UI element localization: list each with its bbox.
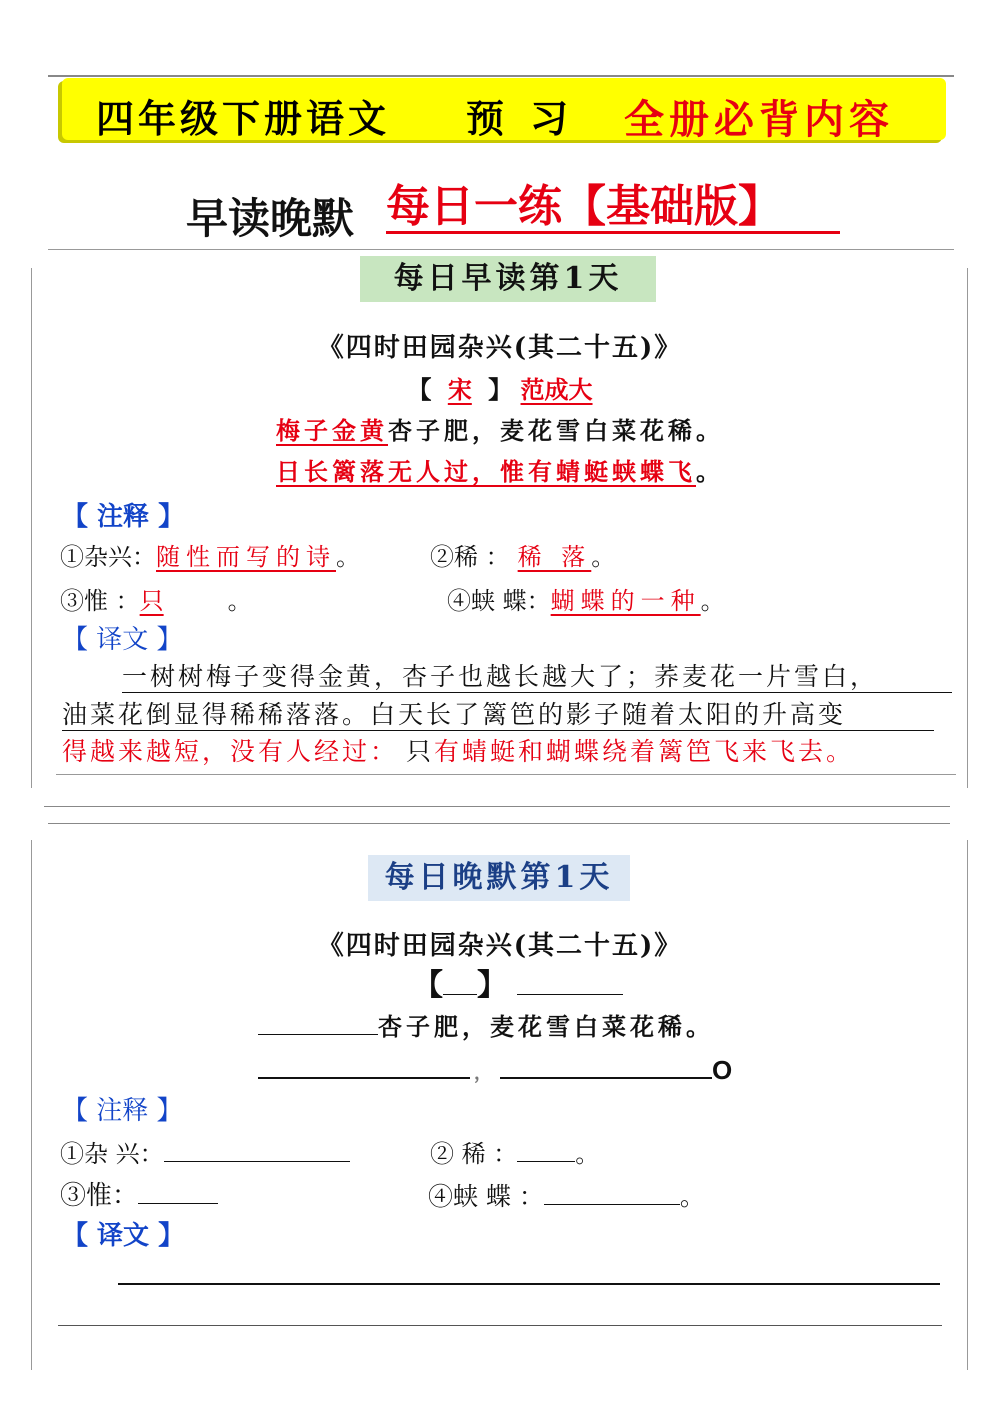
author-answer: 范成大	[520, 375, 593, 404]
dictation-box-right-border	[967, 840, 968, 1370]
note-1-answer: 随性而写的诗	[156, 543, 336, 571]
poem-line-1-answer: 梅子金黄	[276, 416, 388, 445]
poem-line-2-answer: 日长篱落无人过，惟有蜻蜓蛱蝶飞	[276, 457, 696, 486]
translation-line-3	[62, 737, 854, 767]
banner-preview-label: 预习	[466, 96, 595, 141]
translation-line-3-black: 只	[406, 737, 435, 766]
note-4-answer: 蝴蝶的一种	[550, 587, 701, 615]
dictation-note-1	[60, 1134, 350, 1169]
title-banner	[62, 78, 946, 143]
dictation-note-2-end: 。	[575, 1140, 600, 1168]
note-1-end: 。	[336, 543, 360, 571]
dictation-note-1-blank[interactable]	[164, 1161, 350, 1162]
note-3-end: 。	[227, 587, 252, 615]
dictation-note-1-label: ①杂 兴：	[60, 1140, 164, 1168]
dictation-note-2-label: ② 稀 ：	[430, 1140, 518, 1168]
note-4-end: 。	[700, 587, 725, 615]
section-divider-top	[44, 806, 950, 807]
dictation-poem-title: 《四时田园杂兴(其二十五)》	[317, 931, 683, 961]
line-2-end: O	[712, 1055, 733, 1085]
translation-line-3-red-a: 得越来越短，没有人经过：	[62, 737, 399, 766]
subtitle-morning-evening: 早读晚默	[186, 194, 355, 243]
dictation-bracket-close: 】	[477, 968, 507, 1003]
poem-line-1-text: 杏子肥，麦花雪白菜花稀。	[388, 416, 724, 445]
dictation-note-3-label: ③惟：	[60, 1181, 139, 1211]
section-divider-bottom	[48, 823, 950, 824]
dynasty-answer: 宋	[447, 375, 472, 404]
reading-note-1	[60, 537, 360, 572]
reading-note-4	[447, 581, 725, 616]
evening-dictation-day-label: 每日晚默第1天	[368, 855, 630, 901]
reading-note-2	[430, 537, 615, 572]
poem-line-2-blank-a[interactable]	[258, 1077, 470, 1079]
note-3-answer: 只	[139, 587, 164, 615]
dictation-note-4-end: 。	[679, 1182, 705, 1211]
note-3-label: ③惟 ：	[60, 587, 140, 615]
note-2-answer: 稀 落	[517, 543, 592, 571]
poem-line-1-blank[interactable]	[258, 1034, 378, 1035]
morning-reading-day-label: 每日早读第1天	[360, 256, 656, 302]
dictation-dynasty-author	[413, 960, 623, 1004]
reading-dynasty-author	[0, 370, 1000, 405]
note-2-end: 。	[591, 543, 616, 571]
reading-poem-line-1	[0, 411, 1000, 446]
note-2-label: ②稀 ：	[430, 543, 510, 571]
note-1-label: ①杂兴：	[60, 543, 156, 571]
dictation-note-2	[430, 1134, 599, 1169]
subtitle-daily-practice: 每日一练【基础版】	[386, 183, 840, 234]
poem-line-2-blank-b[interactable]	[500, 1077, 712, 1079]
poem-line-2-end: 。	[696, 457, 724, 486]
dictation-poem-line-2	[258, 1055, 732, 1086]
translation-line-2: 油菜花倒显得稀稀落落。白天长了篱笆的影子随着太阳的升高变	[62, 700, 934, 731]
dictation-note-4	[428, 1177, 705, 1213]
dictation-note-4-label: ④蛱 蝶 ：	[428, 1182, 544, 1211]
reading-poem-line-2	[0, 452, 1000, 487]
dictation-note-3	[60, 1175, 218, 1212]
reading-notes-label: 【 注释 】	[62, 502, 185, 532]
subtitle-divider	[48, 249, 954, 250]
dictation-box-left-border	[31, 840, 32, 1370]
dictation-poem-line-1	[258, 1007, 714, 1042]
translation-line-3-red-b: 有蜻蜓和蝴蝶绕着篱笆飞来飞去。	[434, 737, 855, 766]
author-blank[interactable]	[517, 994, 623, 995]
line-2-comma: ，	[474, 1063, 492, 1083]
reading-box-bottom-border	[56, 774, 956, 775]
dictation-notes-label: 【 注释 】	[62, 1096, 183, 1126]
dynasty-bracket-close: 】	[488, 375, 513, 404]
dynasty-bracket-open: 【	[407, 375, 432, 404]
dictation-note-2-blank[interactable]	[517, 1161, 575, 1162]
dictation-note-3-blank[interactable]	[138, 1203, 218, 1204]
reading-poem-title: 《四时田园杂兴(其二十五)》	[317, 333, 683, 363]
dictation-translation-label: 【 译文 】	[62, 1221, 185, 1251]
translation-writing-line-2[interactable]	[58, 1325, 942, 1326]
banner-recite-title: 全册必背内容	[624, 96, 894, 143]
translation-line-1: 一树树梅子变得金黄，杏子也越长越大了；荞麦花一片雪白，	[122, 662, 952, 693]
translation-writing-line-1[interactable]	[118, 1283, 940, 1285]
reading-note-3	[60, 581, 252, 616]
dictation-bracket-open: 【	[413, 968, 443, 1003]
note-4-label: ④蛱 蝶：	[447, 587, 551, 615]
reading-translation-label: 【 译文 】	[62, 625, 183, 655]
top-divider	[48, 75, 954, 77]
banner-grade-title: 四年级下册语文	[96, 96, 391, 141]
dynasty-blank[interactable]	[443, 994, 477, 995]
dictation-note-4-blank[interactable]	[544, 1204, 680, 1205]
dictation-line-1-text: 杏子肥，麦花雪白菜花稀。	[378, 1012, 714, 1041]
